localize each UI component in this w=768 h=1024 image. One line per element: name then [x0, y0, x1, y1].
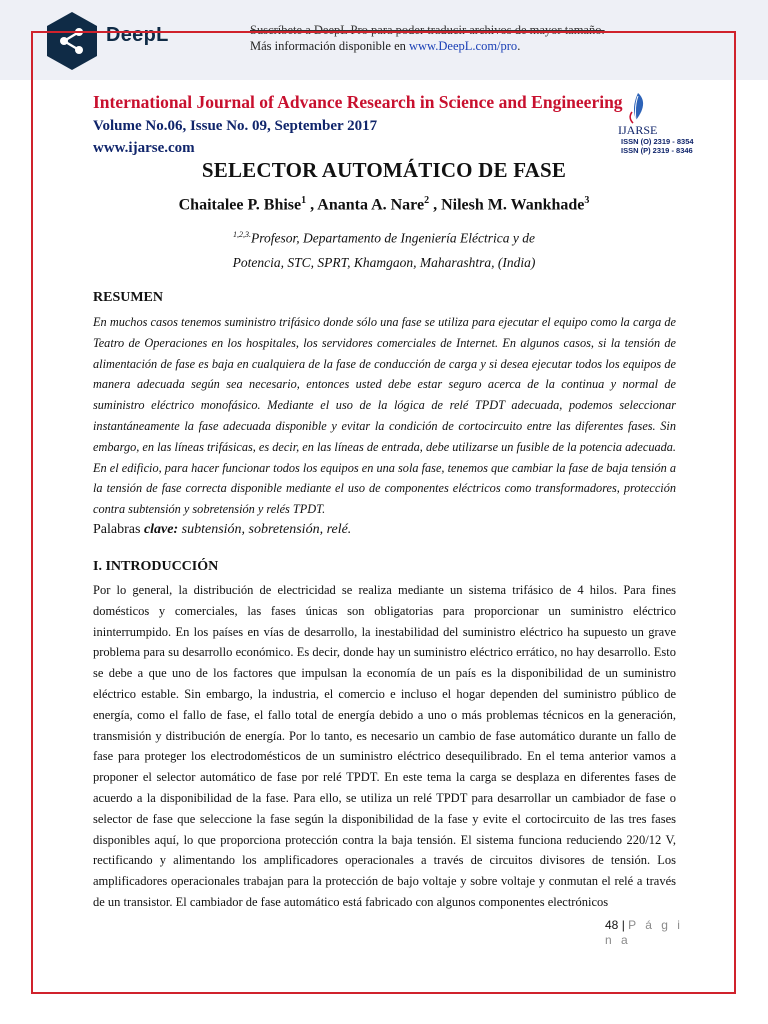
journal-header	[93, 92, 633, 158]
promo-line-1: Suscríbete a DeepL Pro para poder traducir archivos de mayor tamaño.	[250, 23, 605, 37]
page-separator: |	[621, 918, 625, 932]
author-name: Chaitalee P. Bhise	[178, 196, 302, 214]
page-number	[605, 918, 683, 948]
page-number-value: 48	[605, 918, 619, 932]
ijarse-feather-icon	[624, 92, 650, 124]
author-affiliation-mark: 3	[584, 195, 590, 206]
author-list: Chaitalee P. Bhise$^1$ , Ananta A. Nare$^2$ , Nilesh M. Wankhade$^3$	[178, 195, 590, 214]
issn-block	[621, 137, 694, 155]
promo-suffix: .	[517, 39, 521, 53]
abstract-heading: RESUMEN	[93, 290, 164, 305]
page-word-2: n a	[605, 933, 631, 947]
promo-prefix: Más información disponible en	[250, 39, 409, 53]
journal-volume: Volume No.06, Issue No. 09, September 2017	[93, 118, 378, 134]
author-name: Ananta A. Nare	[317, 196, 425, 214]
keywords-label: Palabras	[93, 522, 144, 537]
author-name: Nilesh M. Wankhade	[441, 196, 585, 214]
author-affiliation-mark: 2	[424, 195, 430, 206]
issn-print: ISSN (P) 2319 - 8346	[621, 146, 693, 155]
affiliation-line-2: Potencia, STC, SPRT, Khamgaon, Maharashtra, (India)	[232, 254, 536, 270]
abstract-text: En muchos casos tenemos suministro trifásico donde sólo una fase se utiliza para ejecutar el equipo como la carga de Teatro de Operaciones en los hospitales, los servidores comerciales de Internet. En algunos casos, si la tensión de alimentación de fase es baja en cualquiera de la fase de conducción de carga y si desea ejecutar todos los equipos de manera adecuada según sea necesario, entonces usted debe estar seguro acerca de la continua y normal de suministro eléctrico monofásico. Mediante el uso de la lógica de relé TPDT adecuada, podemos seleccionar instantáneamente la fase adecuada disponible y evitar la condición de cortocircuito entre las diferentes fases. Sin embargo, en las líneas trifásicas, es decir, en las líneas de entrada, debe utilizarse un fusible de la potencia adecuada. En el edificio, para hacer funcionar todos los equipos en una sola fase, tenemos que cambiar la fase de baja tensión a la tensión de fase correcta disponible mediante el uso de componentes eléctricos como transformadores, protección contra subtensión y sobretensión y relés TPDT.	[93, 315, 676, 517]
journal-website[interactable]: www.ijarse.com	[93, 140, 195, 156]
page-word-1: P á g i	[628, 918, 683, 932]
ijarse-name: IJARSE	[618, 123, 658, 137]
deepl-logo-text: DeepL	[106, 24, 169, 46]
page-number-line-1	[605, 918, 683, 933]
journal-title: International Journal of Advance Research in Science and Engineering	[93, 92, 623, 112]
author-affiliation-mark: 1	[301, 195, 307, 206]
keywords-list: subtensión, sobretensión, relé.	[178, 522, 352, 537]
issn-online: ISSN (O) 2319 - 8354	[621, 137, 694, 146]
keywords	[93, 522, 351, 538]
article-title: SELECTOR AUTOMÁTICO DE FASE	[201, 158, 567, 182]
deepl-pro-link[interactable]: www.DeepL.com/pro	[409, 39, 518, 53]
affiliation	[0, 223, 768, 275]
affiliation-line-1	[0, 223, 768, 251]
introduction-heading: I. INTRODUCCIÓN	[93, 559, 219, 574]
introduction-text: Por lo general, la distribución de electricidad se realiza mediante un sistema trifásico de 4 hilos. Para fines domésticos y comerciales, las fases únicas son obligatorias para proporcionar un suministro eléctrico ininterrumpido. En los países en vías de desarrollo, la inestabilidad del suministro eléctrico ha supuesto un grave problema para su desarrollo económico. Es decir, donde hay un suministro eléctrico errático, no hay desarrollo. Esto se debe a que uno de los factores que impulsan la economía de un país es la disponibilidad de un suministro eléctrico estable. Sin embargo, la industria, el comercio e incluso el hogar dependen del suministro público de energía, como el fallo de fase, el fallo total de energía debido a uno o más problemas técnicos en la generación, transmisión y distribución de energía. Por lo tanto, es necesario un cambio de fase automático durante un fallo de fase para proteger los electrodomésticos de un suministro eléctrico desequilibrado. En el tema anterior vamos a proponer el selector automático de fase por relé TPDT. En este tema la carga se desplaza en diferentes fases de acuerdo a la disponibilidad de la fase. Para ello, se utiliza un relé TPDT para desarrollar un cambiador de fase o selector de fase que seleccione la fase según la disponibilidad de la fase y evite el cortocircuito de las tres fases disponibles aquí, lo que proporciona protección contra la baja tensión. El sistema funciona reduciendo 220/12 V, rectificando y alimentando los amplificadores operacionales a través de circuitos divisores de tensión. Los amplificadores operacionales trabajan para la protección de bajo voltaje y sobre voltaje y conmutan el relé a través de un transistor. El cambiador de fase automático está fabricado con algunos componentes electrónicos	[93, 583, 676, 909]
keywords-label-bold: clave:	[143, 522, 179, 537]
affiliation-mark: 1,2,3.	[232, 230, 251, 239]
affiliation-text-1: Profesor, Departamento de Ingeniería Eléctrica y de	[250, 230, 536, 246]
